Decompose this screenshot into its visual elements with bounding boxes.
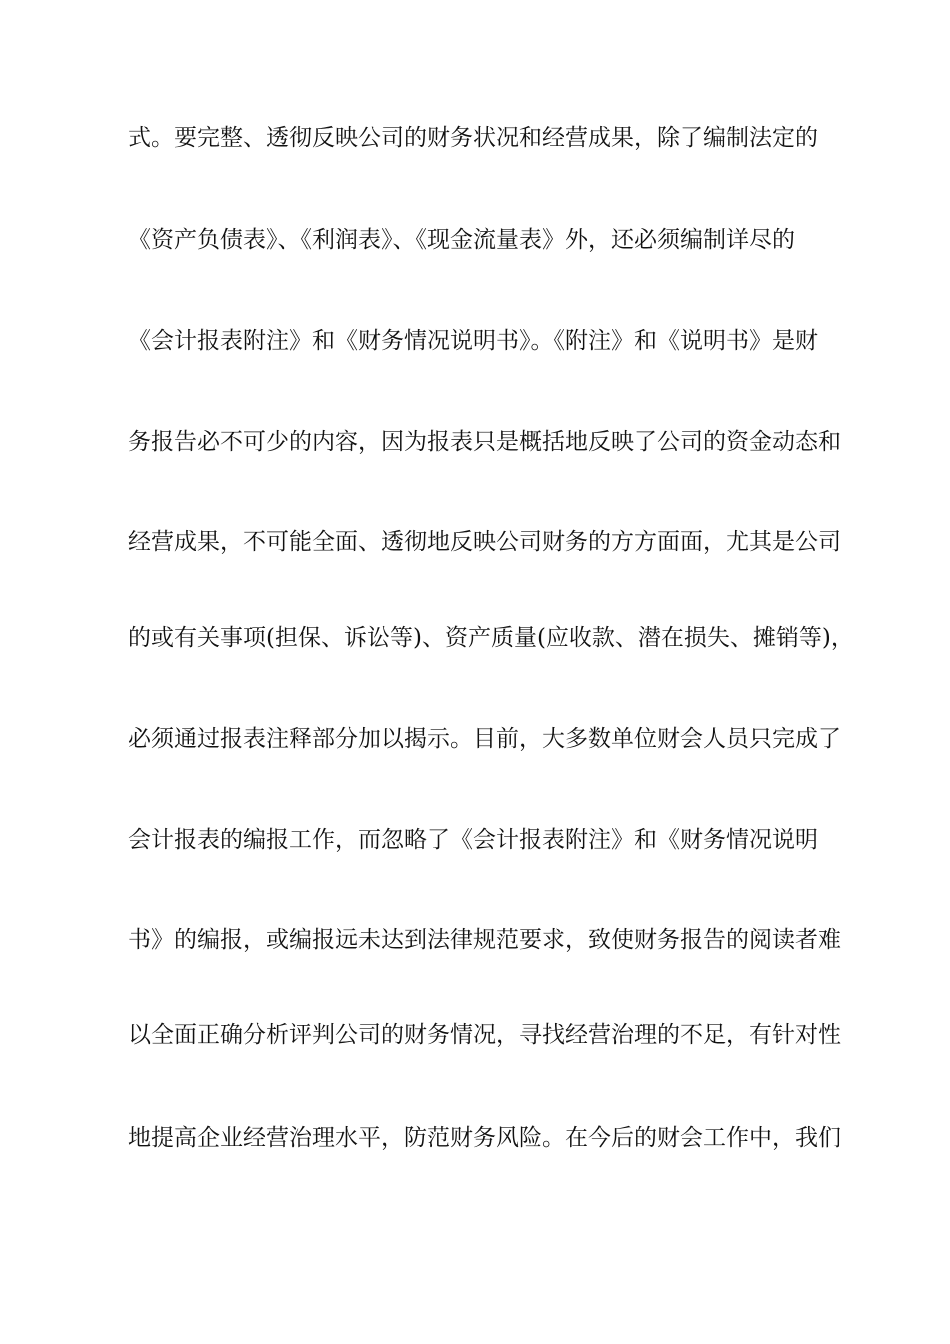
- text-line: 书》的编报，或编报远未达到法律规范要求，致使财务报告的阅读者难: [128, 927, 841, 953]
- text-line: 必须通过报表注释部分加以揭示。目前，大多数单位财会人员只完成了: [128, 726, 841, 752]
- text-line: 式。要完整、透彻反映公司的财务状况和经营成果，除了编制法定的: [128, 125, 818, 151]
- text-line: 地提高企业经营治理水平，防范财务风险。在今后的财会工作中，我们: [128, 1125, 841, 1151]
- text-line: 务报告必不可少的内容，因为报表只是概括地反映了公司的资金动态和: [128, 429, 841, 455]
- text-line: 经营成果，不可能全面、透彻地反映公司财务的方方面面，尤其是公司: [128, 529, 841, 555]
- text-line: 《会计报表附注》和《财务情况说明书》。《附注》和《说明书》是财: [128, 328, 818, 354]
- text-line: 的或有关事项(担保、诉讼等)、资产质量(应收款、潜在损失、摊销等)，: [128, 625, 854, 651]
- text-line: 《资产负债表》、《利润表》、《现金流量表》外，还必须编制详尽的: [128, 227, 795, 253]
- text-line: 会计报表的编报工作，而忽略了《会计报表附注》和《财务情况说明: [128, 827, 818, 853]
- text-line: 以全面正确分析评判公司的财务情况，寻找经营治理的不足，有针对性: [128, 1022, 841, 1048]
